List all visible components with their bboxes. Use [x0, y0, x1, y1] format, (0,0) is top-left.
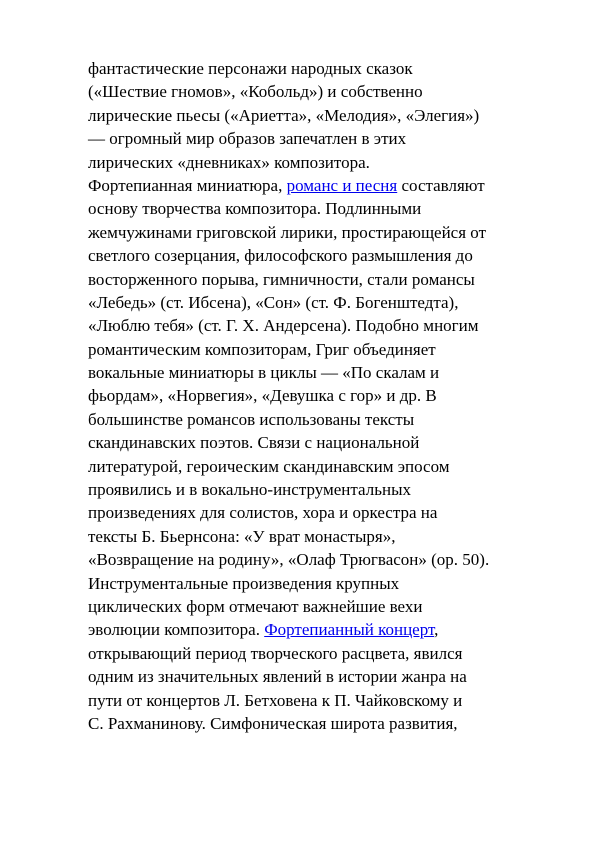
- text-line: [88, 431, 528, 454]
- text-line: [88, 221, 528, 244]
- text-segment: тексты Б. Бьернсона: «У врат монастыря»,: [88, 526, 396, 546]
- text-segment: большинстве романсов использованы тексты: [88, 409, 415, 429]
- text-segment: фьордам», «Норвегия», «Девушка с гор» и др. В: [88, 386, 437, 406]
- text-segment: основу творчества композитора. Подлинными: [88, 199, 422, 219]
- text-line: [88, 361, 528, 384]
- text-line: [88, 548, 528, 571]
- text-segment: Фортепианная миниатюра,: [88, 175, 287, 195]
- text-line: [88, 689, 528, 712]
- text-line: [88, 384, 528, 407]
- text-line: [88, 268, 528, 291]
- text-line: [88, 525, 528, 548]
- text-segment: фантастические персонажи народных сказок: [88, 59, 413, 78]
- text-segment: восторженного порыва, гимничности, стали романсы: [88, 269, 475, 289]
- text-line: [88, 314, 528, 337]
- text-segment: романтическим композиторам, Григ объединяет: [88, 339, 436, 359]
- text-segment: лирические пьесы («Ариетта», «Мелодия», «Элегия»): [88, 105, 480, 125]
- text-segment: «Возвращение на родину», «Олаф Трюгвасон» (ор. 50).: [88, 550, 490, 570]
- text-line: [88, 244, 528, 267]
- text-segment: циклических форм отмечают важнейшие вехи: [88, 596, 423, 616]
- text-line: [88, 80, 528, 103]
- text-segment: одним из значительных явлений в истории жанра на: [88, 667, 467, 687]
- text-line: [88, 127, 528, 150]
- text-line: [88, 291, 528, 314]
- text-segment: «Люблю тебя» (ст. Г. Х. Андерсена). Подобно многим: [88, 316, 479, 336]
- text-line: [88, 478, 528, 501]
- text-segment: вокальные миниатюры в циклы — «По скалам и: [88, 363, 440, 383]
- text-line: [88, 408, 528, 431]
- text-line: [88, 595, 528, 618]
- hyperlink[interactable]: романс и песня: [286, 175, 398, 195]
- text-line: [88, 712, 528, 735]
- text-segment: скандинавских поэтов. Связи с национальной: [88, 433, 420, 453]
- body-text: [88, 57, 528, 735]
- text-line: [88, 501, 528, 524]
- text-line: [88, 455, 528, 478]
- hyperlink[interactable]: Фортепианный концерт: [264, 620, 435, 640]
- text-segment: пути от концертов Л. Бетховена к П. Чайковскому и: [88, 690, 463, 710]
- text-line: [88, 174, 528, 197]
- text-segment: открывающий период творческого расцвета, явился: [88, 643, 463, 663]
- text-segment: составляют: [397, 175, 485, 195]
- text-segment: проявились и в вокально-инструментальных: [88, 480, 411, 500]
- text-line: [88, 338, 528, 361]
- text-segment: светлого созерцания, философского размышления до: [88, 246, 473, 266]
- text-segment: Инструментальные произведения крупных: [88, 573, 400, 593]
- text-segment: эволюции композитора.: [88, 620, 265, 640]
- text-line: [88, 618, 528, 641]
- text-segment: ,: [434, 620, 439, 640]
- text-line: [88, 572, 528, 595]
- text-segment: лирических «дневниках» композитора.: [88, 152, 370, 172]
- text-line: [88, 151, 528, 174]
- text-segment: («Шествие гномов», «Кобольд») и собственно: [88, 82, 423, 102]
- text-line: [88, 104, 528, 127]
- text-line: [88, 665, 528, 688]
- text-segment: — огромный мир образов запечатлен в этих: [88, 129, 407, 149]
- text-segment: произведениях для солистов, хора и оркестра на: [88, 503, 438, 523]
- text-line: [88, 642, 528, 665]
- text-segment: «Лебедь» (ст. Ибсена), «Сон» (ст. Ф. Богенштедта),: [88, 292, 459, 312]
- text-segment: С. Рахманинову. Симфоническая широта развития,: [88, 713, 458, 733]
- text-line: [88, 57, 528, 80]
- text-segment: литературой, героическим скандинавским эпосом: [88, 456, 450, 476]
- text-segment: жемчужинами григовской лирики, простирающейся от: [88, 222, 487, 242]
- text-line: [88, 197, 528, 220]
